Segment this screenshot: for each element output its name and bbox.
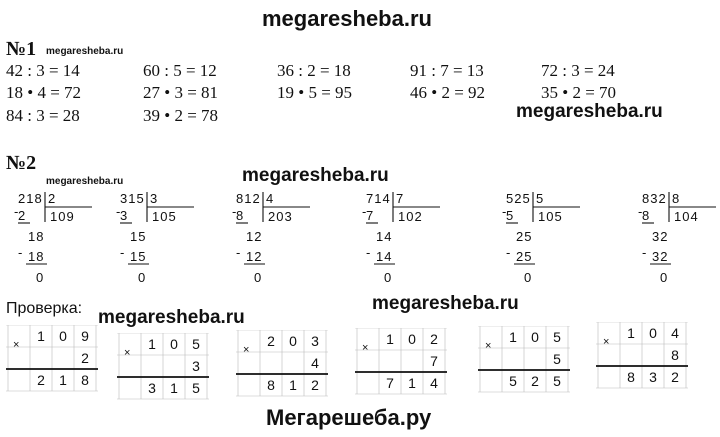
minus-sign: - <box>506 245 512 260</box>
subtrahend-1: 7 <box>366 208 375 223</box>
multiply-sign: × <box>243 344 250 356</box>
grid-digit <box>262 353 280 373</box>
grid-digit: 4 <box>311 355 319 371</box>
grid-digit: 8 <box>627 369 635 385</box>
grid-digit: 7 <box>430 353 438 369</box>
subtrahend-1: 3 <box>120 208 129 223</box>
minus-sign: - <box>638 204 644 219</box>
multiply-sign: × <box>13 339 20 351</box>
grid-digit: 4 <box>671 325 679 341</box>
final-remainder: 0 <box>384 270 393 285</box>
subtrahend-1: 2 <box>18 208 27 223</box>
grid-digit: 2 <box>671 369 679 385</box>
long-division <box>502 190 592 305</box>
long-division <box>362 190 452 305</box>
grid-digit <box>54 348 72 368</box>
check-grid <box>6 325 98 391</box>
divisor: 7 <box>396 191 405 206</box>
grid-digit: 2 <box>81 350 89 366</box>
minus-sign: - <box>18 245 24 260</box>
minus-sign: - <box>236 245 242 260</box>
grid-digit <box>381 351 399 371</box>
grid-digit: 0 <box>531 329 539 345</box>
grid-digit: 5 <box>509 373 517 389</box>
watermark-center: megaresheba.ru <box>242 165 389 186</box>
dividend: 525 <box>506 191 531 206</box>
minus-sign: - <box>14 204 20 219</box>
grid-digit: 2 <box>267 333 275 349</box>
dividend: 315 <box>120 191 145 206</box>
minus-sign: - <box>366 245 372 260</box>
grid-digit: 1 <box>170 380 178 396</box>
subtrahend-2: 18 <box>28 249 45 264</box>
grid-digit: 5 <box>192 336 200 352</box>
remainder-1: 18 <box>28 229 45 244</box>
grid-digit: 1 <box>386 331 394 347</box>
quotient: 109 <box>50 209 75 224</box>
multiply-sign: × <box>485 340 492 352</box>
grid-digit: 3 <box>148 380 156 396</box>
equation: 42 : 3 = 14 <box>6 61 80 80</box>
long-division <box>116 190 206 305</box>
remainder-1: 12 <box>246 229 263 244</box>
final-remainder: 0 <box>254 270 263 285</box>
subtrahend-2: 32 <box>652 249 669 264</box>
equation: 84 : 3 = 28 <box>6 106 80 125</box>
check-grid <box>117 333 209 399</box>
watermark-check-center: megaresheba.ru <box>372 293 519 314</box>
grid-digit: 1 <box>148 336 156 352</box>
equation: 36 : 2 = 18 <box>277 61 351 80</box>
subtrahend-2: 25 <box>516 249 533 264</box>
equation: 18 • 4 = 72 <box>6 83 82 102</box>
remainder-1: 25 <box>516 229 533 244</box>
grid-digit: 2 <box>430 331 438 347</box>
grid-digit <box>143 356 161 376</box>
subtrahend-1: 8 <box>236 208 245 223</box>
equation: 91 : 7 = 13 <box>410 61 484 80</box>
grid-digit: 0 <box>170 336 178 352</box>
grid-digit: 4 <box>430 375 438 391</box>
grid-digit <box>403 351 421 371</box>
long-division <box>14 190 104 305</box>
check-grid <box>236 330 328 396</box>
check-label: Проверка: <box>6 300 83 317</box>
check-grid <box>478 326 570 392</box>
dividend: 812 <box>236 191 261 206</box>
grid-digit: 5 <box>553 351 561 367</box>
quotient: 203 <box>268 209 293 224</box>
subtrahend-1: 8 <box>642 208 651 223</box>
grid-digit: 5 <box>553 373 561 389</box>
grid-digit: 1 <box>627 325 635 341</box>
grid-digit: 5 <box>553 329 561 345</box>
grid-digit: 8 <box>81 372 89 388</box>
grid-digit <box>644 345 662 365</box>
quotient: 102 <box>398 209 423 224</box>
minus-sign: - <box>116 204 122 219</box>
minus-sign: - <box>232 204 238 219</box>
minus-sign: - <box>502 204 508 219</box>
final-remainder: 0 <box>138 270 147 285</box>
equation: 39 • 2 = 78 <box>143 106 219 125</box>
dividend: 218 <box>18 191 43 206</box>
quotient: 105 <box>538 209 563 224</box>
grid-digit: 7 <box>386 375 394 391</box>
subtrahend-2: 12 <box>246 249 263 264</box>
divisor: 4 <box>266 191 275 206</box>
watermark-bottom: Мегарешеба.ру <box>266 405 432 430</box>
grid-digit: 5 <box>192 380 200 396</box>
check-grid <box>355 328 447 394</box>
grid-digit: 1 <box>408 375 416 391</box>
final-remainder: 0 <box>524 270 533 285</box>
subtrahend-1: 5 <box>506 208 515 223</box>
multiply-sign: × <box>124 347 131 359</box>
grid-digit: 8 <box>267 377 275 393</box>
minus-sign: - <box>362 204 368 219</box>
watermark-top: megaresheba.ru <box>262 6 432 31</box>
equation: 35 • 2 = 70 <box>541 83 617 102</box>
long-division <box>638 190 720 305</box>
minus-sign: - <box>642 245 648 260</box>
grid-digit <box>32 348 50 368</box>
equation: 46 • 2 = 92 <box>410 83 486 102</box>
quotient: 105 <box>152 209 177 224</box>
divisor: 8 <box>672 191 681 206</box>
grid-digit: 2 <box>531 373 539 389</box>
grid-digit: 0 <box>289 333 297 349</box>
grid-digit: 2 <box>37 372 45 388</box>
grid-digit <box>622 345 640 365</box>
watermark-small: megaresheba.ru <box>46 46 124 57</box>
minus-sign: - <box>120 245 126 260</box>
grid-digit: 3 <box>649 369 657 385</box>
equation: 19 • 5 = 95 <box>277 83 353 102</box>
grid-digit: 2 <box>311 377 319 393</box>
watermark-check-left: megaresheba.ru <box>98 307 245 328</box>
task1-title: №1 <box>6 38 37 60</box>
grid-digit <box>284 353 302 373</box>
grid-digit: 1 <box>289 377 297 393</box>
grid-digit <box>504 349 522 369</box>
equation: 60 : 5 = 12 <box>143 61 217 80</box>
dividend: 832 <box>642 191 667 206</box>
multiply-sign: × <box>603 336 610 348</box>
grid-digit: 1 <box>509 329 517 345</box>
grid-digit: 8 <box>671 347 679 363</box>
multiply-sign: × <box>362 342 369 354</box>
grid-digit <box>526 349 544 369</box>
final-remainder: 0 <box>36 270 45 285</box>
grid-digit <box>165 356 183 376</box>
long-division <box>232 190 322 305</box>
grid-digit: 1 <box>59 372 67 388</box>
equation: 72 : 3 = 24 <box>541 61 615 80</box>
quotient: 104 <box>674 209 699 224</box>
remainder-1: 32 <box>652 229 669 244</box>
grid-digit: 1 <box>37 328 45 344</box>
task2-title: №2 <box>6 152 37 174</box>
final-remainder: 0 <box>660 270 669 285</box>
grid-digit: 0 <box>649 325 657 341</box>
subtrahend-2: 15 <box>130 249 147 264</box>
grid-digit: 0 <box>408 331 416 347</box>
divisor: 2 <box>48 191 57 206</box>
check-grid <box>596 322 688 388</box>
remainder-1: 14 <box>376 229 393 244</box>
divisor: 3 <box>150 191 159 206</box>
dividend: 714 <box>366 191 391 206</box>
grid-digit: 3 <box>192 358 200 374</box>
subtrahend-2: 14 <box>376 249 393 264</box>
grid-digit: 3 <box>311 333 319 349</box>
divisor: 5 <box>536 191 545 206</box>
watermark-small-2: megaresheba.ru <box>46 176 124 187</box>
remainder-1: 15 <box>130 229 147 244</box>
watermark-right: megaresheba.ru <box>516 101 663 122</box>
grid-digit: 9 <box>81 328 89 344</box>
grid-digit: 0 <box>59 328 67 344</box>
equation: 27 • 3 = 81 <box>143 83 219 102</box>
